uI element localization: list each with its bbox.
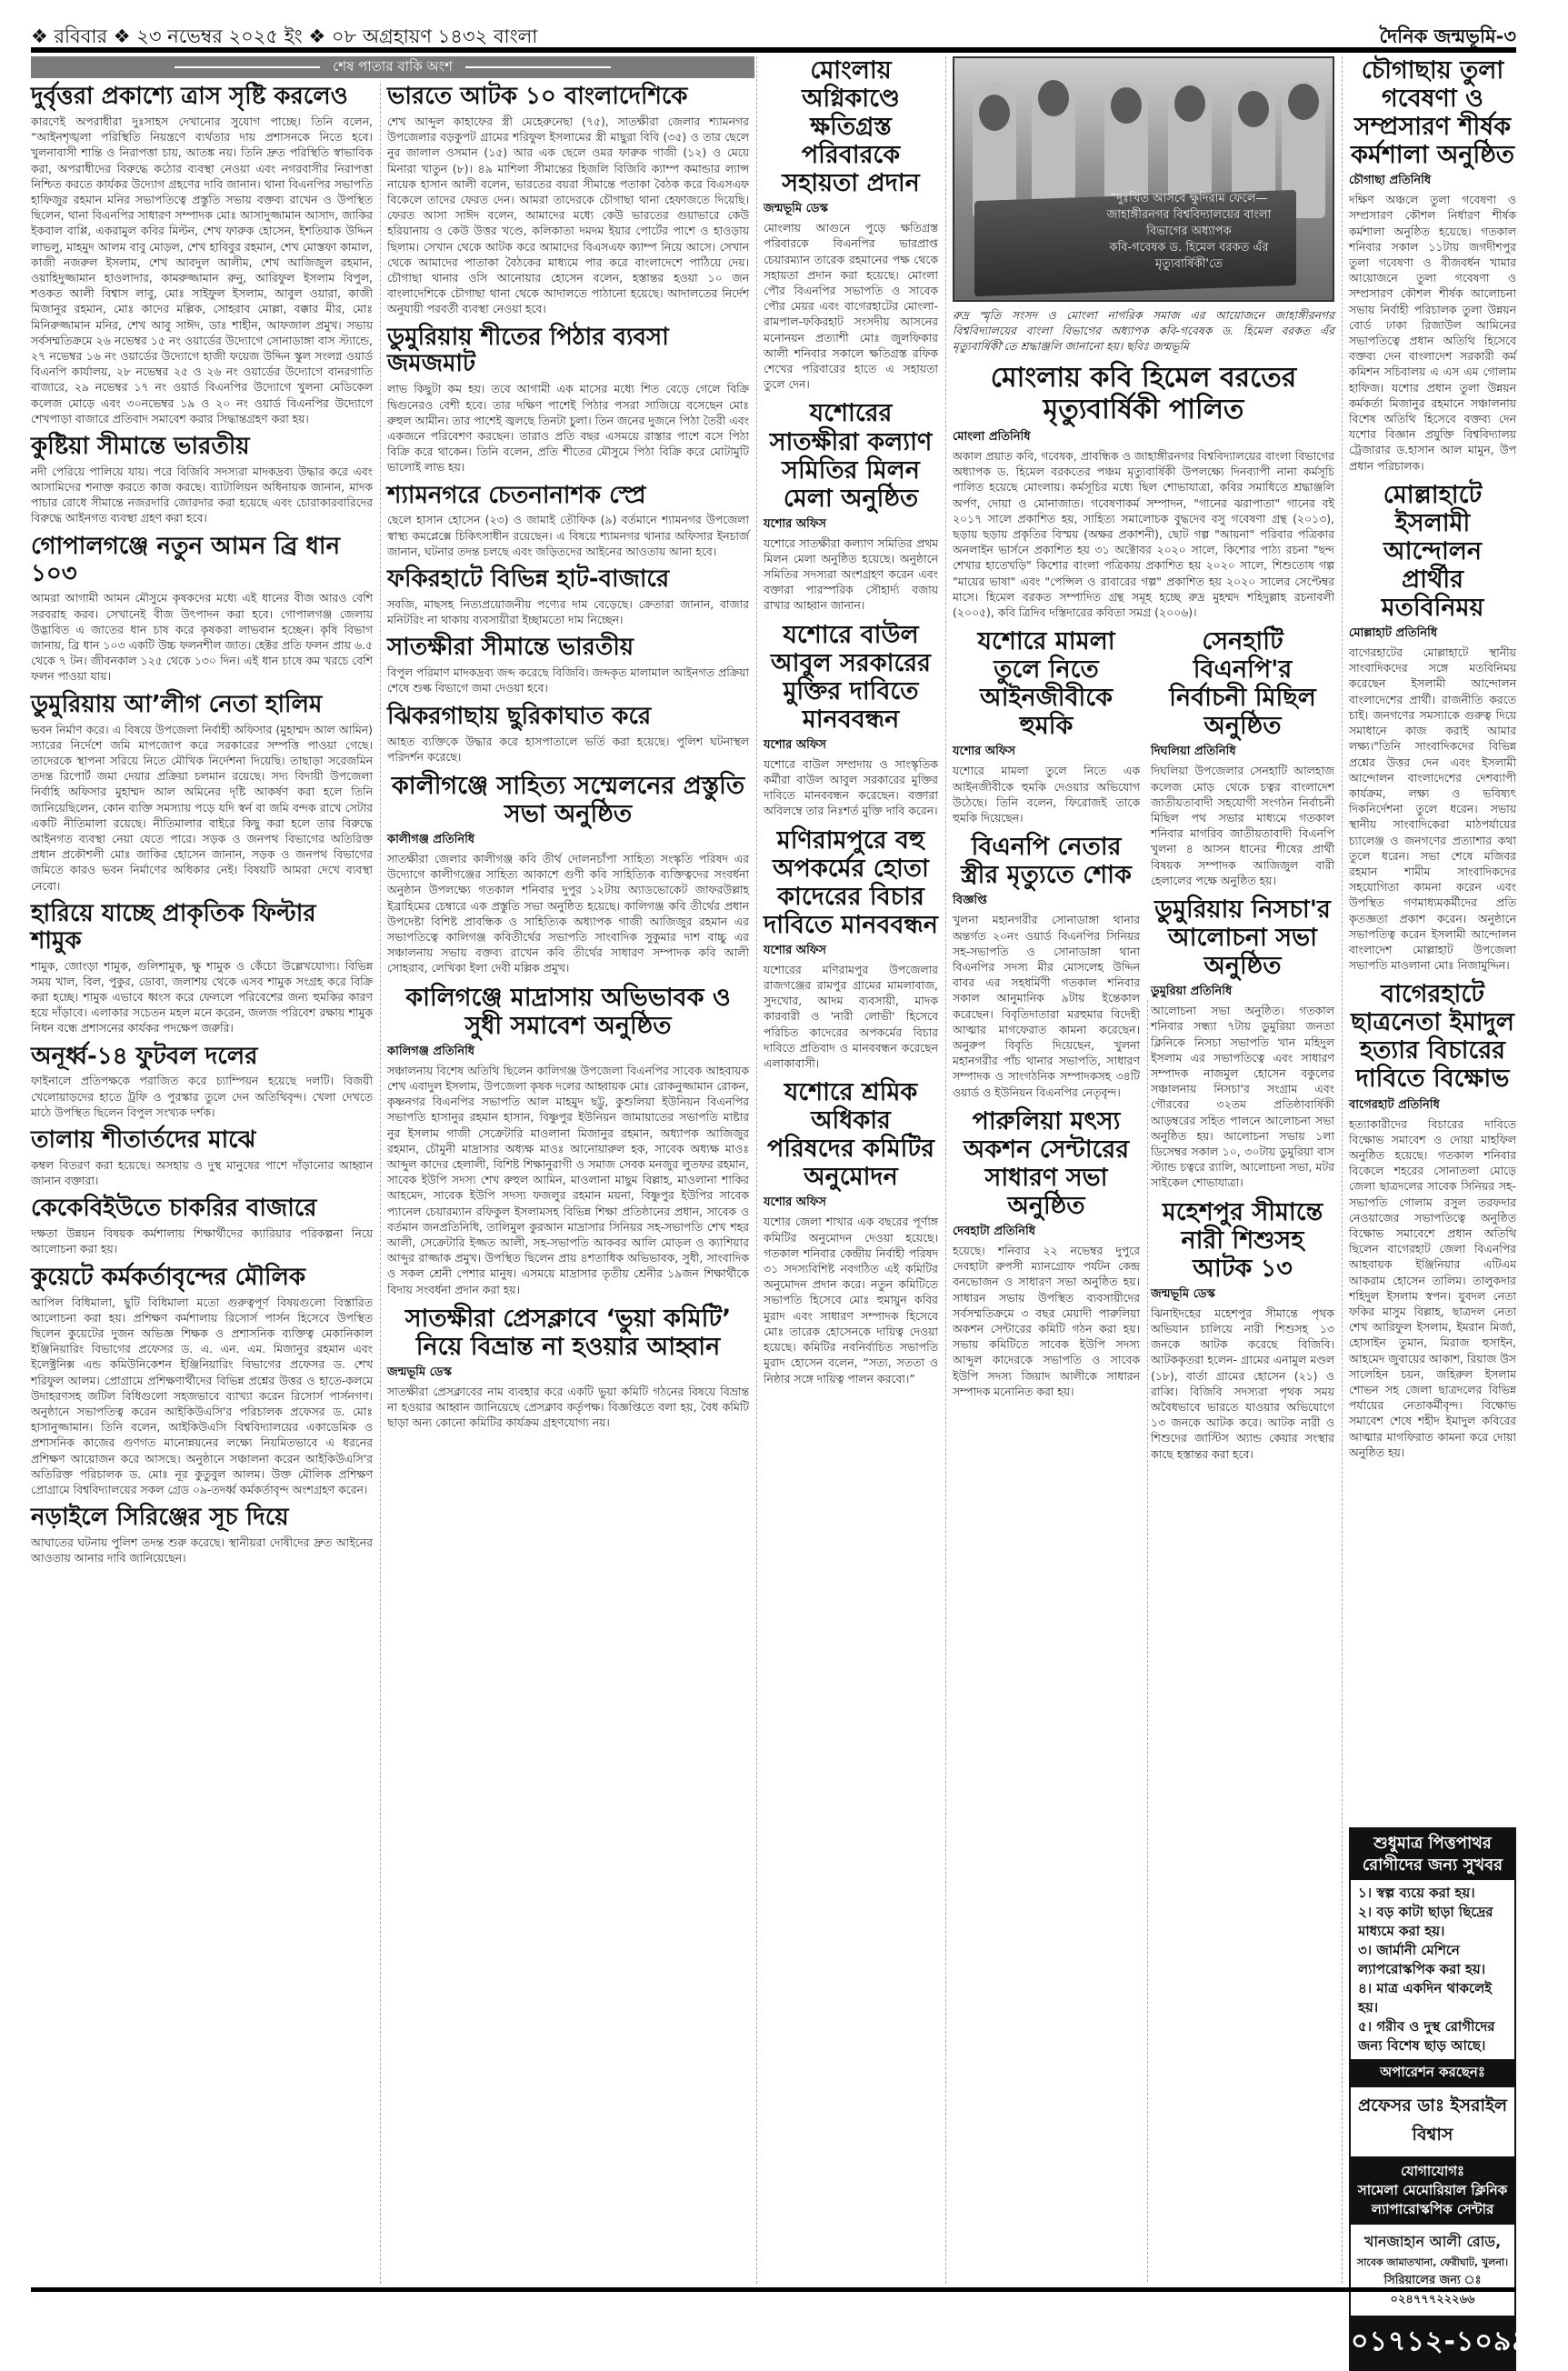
story-headline: কুষ্টিয়া সীমান্তে ভারতীয়	[31, 432, 250, 460]
ad-feature-item: ৪। মাত্র একদিন থাকলেই হয়।	[1358, 1980, 1493, 2016]
photo-figure-head	[1111, 87, 1142, 124]
story-headline: যশোরে শ্রমিক অধিকার পরিষদের কমিটির অনুমোদন	[767, 1078, 934, 1192]
newspaper-name: দৈনিক জন্মভূমি-৩	[1379, 25, 1516, 47]
news-story	[1151, 627, 1334, 888]
news-story	[387, 483, 749, 560]
story-body: দিঘলিয়া উপজেলার সেনহাটি আলহাজ কলেজ মোড় থেকে চত্বর বাংলাদেশ জাতীয়তাবাদী সহযোগী সংগঠন নির্বাচনী মিছিল পথ সভার মাধ্যমে গতকাল শনিবার মাগরিব জাতীয়তাবাদী বিএনপি খুলনা ৪ আসন ধানের শীষের প্রার্থী বিষয়ক সম্পাদক আজিজুল বারী হেলালের পক্ষে অনুষ্ঠিত হয়।	[1151, 764, 1334, 887]
story-byline: যশোর অফিস	[953, 745, 1015, 759]
story-body: আমরা আগামী আমন মৌসুমে কৃষকদের মধ্যে এই ধানের বীজ আরও বেশি সরবরাহ করব। সেখানেই বীজ উৎপাদন করা হবে। গোপালগঞ্জ জেলায় উদ্ভাবিত এ জাতের ধান চাষ করে কৃষকরা লাভবান হচ্ছেন। কৃষি বিভাগ জানায়, ব্রি ধান ১০৩ একটি উচ্চ ফলনশীল জাত। হেক্টর প্রতি ফলন প্রায় ৬.৫ থেকে ৭ টন। জীবনকাল ১২৫ থেকে ১৩০ দিন। এই ধান চাষে কম খরচে বেশি ফলন পাওয়া যায়।	[31, 591, 373, 684]
story-body: মোংলায় আগুনে পুড়ে ক্ষতিগ্রস্ত পরিবারকে বিএনপির ভারপ্রাপ্ত চেয়ারম্যান তারেক রহমানের পক্ষ থেকে সহায়তা প্রদান করা হয়েছে। মোংলা পৌর বিএনপির সভাপতি ও সাবেক পৌর মেয়র এবং বাগেরহাটের মোংলা-রামপাল-ফকিরহাট সংসদীয় আসনের মনোনয়ন প্রত্যাশী মোঃ জুলফিকার আলী শনিবার সকালে ক্ষতিগ্রস্ত রফিক শেখের পরিবারের হাতে এ সহায়তা তুলে দেন।	[764, 221, 938, 392]
ad-center-name: ল্যাপারোস্কপিক সেন্টার	[1371, 2201, 1494, 2217]
story-body: খুলনা মহানগরীর সোনাডাঙ্গা থানার অন্তর্গত ২০নং ওয়ার্ড বিএনপির সিনিয়র সহ-সভাপতি ও সোনাডাঙ্গা থানা বিএনপির সদস্য মীর মোসলেহ উদ্দিন বাবর এর সহধর্মিণী গতকাল শনিবার সকাল আনুমানিক ৯টায় ইন্তেকাল করেছেন। বিবৃতিদাতারা মরহুমার বিদেহী আত্মার মাগফেরাত কামনা করেছেন। অনুরুপ বিবৃতি দিয়েছেন, খুলনা মহানগরীর পাঁচ থানার সভাপতি, সাধারণ সম্পাদক ও সাংগঠনিক সম্পাদকসহ ৩৪টি ওয়ার্ড ও ইউনিয়ন বিএনপির নেতৃবৃন্দ।	[953, 913, 1140, 1099]
story-headline: মহেশপুর সীমান্তে নারী শিশুসহ আটক ১৩	[1162, 1197, 1323, 1283]
story-headline: ঝিকরগাছায় ছুরিকাঘাত করে	[387, 702, 652, 730]
story-headline: তালায় শীতার্তদের মাঝে	[31, 1126, 256, 1155]
ad-contact-block	[1351, 2156, 1514, 2225]
story-headline: যশোরের সাতক্ষীরা কল্যাণ সমিতির মিলন মেলা অনুষ্ঠিত	[769, 399, 933, 513]
news-story	[31, 1265, 373, 1498]
column-divider	[945, 56, 946, 2284]
photo-banner-line: জাহাঙ্গীরনগর বিশ্ববিদ্যালয়ের বাংলা বিভাগের অধ্যাপক	[1106, 208, 1272, 238]
news-story	[953, 363, 1334, 620]
story-body: শেখ আব্দুল কাহাফের স্ত্রী মেহেরুনেছা (৭৫), সাতক্ষীরা জেলার শ্যামনগর উপজেলার বড়কুপট গ্রামের শরিফুল ইসলামের স্ত্রী মাছুরা বিবি (৩৫) ও তার ছেলে নুর জালাল ওসমান (১৫) আর এক ছেলে ওমর ফারুক গাজী (১২) ও মেয়ে মিনারা খাতুন (৮)। ৪৯ মাশিলা সীমান্তের হিজলি বিজিবি ক্যাম্প কমান্ডার ল্যান্স নায়েক হাসান আলী বলেন, ভারতের বয়রা সীমান্তে পতাকা বৈঠক করে বিএসএফ বিকেলে তাদের ফেরত দেন। আমরা তাদেরকে চৌগাছা থানা হেফাজতে দিয়েছি। ফেরত আসা সাঈদ বলেন, আমাদের মধ্যে কেউ ভারতের গুয়াভারে কেউ হরিয়ানায় ও কেউ উত্তর খণ্ডে, কলিকাতা দমদম ইয়ার পোর্টের পাশে ও হাওড়ায় ছিলাম। সেখান থেকে আটক করে আমাদের বিএসএফ ক্যাম্প নিয়ে আসে। সেখান থেকে আমাদের পাতাকা বৈঠকের মাধ্যমে পার করে বাংলাদেশে পাঠিয়ে দেয়। চৌগাছা থানার ওসি আনোয়ার হোসেন বলেন, হস্তান্তর হওয়া ১০ জন বাংলাদেশিকে চৌগাছা থানা থেকে আদালতে পাঠানো হয়েছে। আদালতের নির্দেশ অনুযায়ী পরবর্তী ব্যবস্থা নেওয়া হবে।	[387, 114, 749, 316]
story-headline: শ্যামনগরে চেতনানাশক স্প্রে	[387, 481, 646, 509]
story-body: ভবন নির্মাণ করে। এ বিষয়ে উপজেলা নির্বাহী অফিসার (মুহাম্মদ আল আমিন) স্যারের নির্দেশে জমি মাপজোপ করে সরকারের সম্পত্তি পাওয়া গেছে। তাদেরকে স্থাপনা সরিয়ে নিতে মৌখিক নির্দেশনা দিয়েছি। তাছাড়া সরেজমিন তদন্ত রিপোর্ট জমা দেয়ার প্রক্রিয়া চলমান রয়েছে। সদ্য বিদায়ী উপজেলা নির্বাহি অফিসার মুহাম্মদ আল অমিনের দৃষ্টি আকর্ষণ করা হলে তিনি জানিয়েছিলেন, কোন ব্যক্তি সমস্যায় পড়ে যদি স্বর্ন বা জমি বন্দক রাখে সেটার একটি নীতিমালা রয়েছে। নীতিমালার বাইরে কিছু করা হলে তার বিরুদ্ধে আইনগত ব্যবস্থা নেয়া যেতে পারে। সড়ক ও জনপথ বিভাগের অতিরিক্ত প্রধান প্রকৌশলী মোঃ জাকির হোসেন জানান, সড়ক ও জনপথ বিভাগের জমিতে কারও ভবন নির্মাণের অধিকার নেই। বিষয়টি আমরা দেখে ব্যবস্থা নেবো।	[31, 722, 373, 893]
story-headline: কালীগঞ্জে সাহিত্য সম্মেলনের প্রস্তুতি সভা অনুষ্ঠিত	[391, 771, 745, 828]
story-headline: অনূর্ধ্ব-১৪ ফুটবল দলের	[31, 1042, 258, 1070]
section-banner	[31, 56, 754, 78]
news-story	[31, 1044, 373, 1121]
sub-column-left	[953, 627, 1140, 1469]
story-body: লাভ কিছুটা কম হয়। তবে আগামী এক মাসের মধ্যে শিত বেড়ে গেলে বিক্রি দ্বিগুনেরও বেশী হবে। তার দক্ষিণ পাশেই পিঠার পসরা সাজিয়ে বসেছেন মোঃ রুহুল আমীন। তার পাশেই জ্বলছে তিনটা চুলা। তিন জনের দুজনে পিঠা তৈরী এবং একজনে পরিবেশণ করছেন। তারাও প্রতি বছর এসময়ে রাস্তার পাশে বসে পিঠা বিক্রি করে থাকেন। তিনি বলেন, প্রতি শীতের মৌসুমে পিঠা বিক্রি করে মোটামুটি ভালোই লাভ হয়।	[387, 382, 749, 475]
story-byline: বিজ্ঞপ্তি	[953, 894, 987, 908]
story-headline: মোংলায় অগ্নিকাণ্ডে ক্ষতিগ্রস্ত পরিবারকে সহায়তা প্রদান	[782, 56, 920, 198]
sub-column-right	[1151, 627, 1334, 1469]
column-divider	[380, 84, 381, 2284]
story-body: হত্যাকারীদের বিচারের দাবিতে বিক্ষোভ সমাবেশ ও দোয়া মাহফিল অনুষ্ঠিত হয়েছে। গতকাল শনিবার বিকেলে শহরের সোনাতলা মোড়ে জেলা ছাত্রদলের সাবেক সিনিয়র সহ-সভাপতি গোলাম রসুল তরফদার নেওয়াজের সভাপতিত্বে অনুষ্ঠিত বিক্ষোভ সমাবেশে প্রধান অতিথি ছিলেন বাগেরহাট জেলা বিএনপির আহবায়ক ইঞ্জিনিয়ার এটিএম আকরাম হোসেন তালিম। তালুকদার শহিদুল ইসলাম স্বপন। যুবদল নেতা ফকির মাসুম বিল্লাহ, ছাত্রদল নেতা শেখ আরিফুল ইসলাম, ইমরান মির্জা, হোসাইন তুমান, মিরাজ হুসাইন, আহমেদ জুবায়ের আকাশ, রিয়াজ উস সালেহিন চয়ন, জহিরুল ইসলাম শোভন সহ জেলা ছাত্রদলের বিভিন্ন পর্যায়ের নেতাকর্মীবৃন্দ। বিক্ষোভ সমাবেশ শেষে শহীদ ইমাদুল কবিরের আত্মার মাগফিরাত কামনা করে দোয়া অনুষ্ঠিত হয়।	[1349, 1116, 1516, 1459]
news-story	[31, 84, 373, 426]
ad-title: শুধুমাত্র পিত্তপাথর রোগীদের জন্য সুখবর	[1351, 1829, 1514, 1880]
story-headline: বাগেরহাটে ছাত্রনেতা ইমাদুল হত্যার বিচারের দাবিতে বিক্ষোভ	[1351, 980, 1514, 1094]
story-body: নদী পেরিয়ে পালিয়ে যায়। পরে বিজিবি সদস্যরা মাদকদ্রব্য উদ্ধার করে এবং আসামিদের শনাক্ত করতে কাজ করছে। ব্যাটালিয়ন অধিনায়ক জানান, মাদক পাচার রোধে সীমান্তে নজরদারি জোরদার করা হয়েছে এবং চোরাকারবারিদের বিরুদ্ধে আইনগত ব্যবস্থা গ্রহণ করা হবে।	[31, 464, 373, 525]
story-headline: ডুমুরিয়ায় শীতের পিঠার ব্যবসা জমজমাট	[387, 323, 669, 378]
story-headline: সাতক্ষীরা প্রেসক্লাবে ‘ভুয়া কমিটি’ নিয়ে বিভ্রান্ত না হওয়ার আহ্বান	[404, 1304, 732, 1361]
story-body: বাগেরহাটের মোল্লাহাটে স্থানীয় সাংবাদিকদের সঙ্গে মতবিনিময় করেছেন ইসলামী আন্দোলন বাংলাদেশের প্রার্থী। রাজনীতি করতে চাই। জনগণের সমস্যাকে গুরুত্ব দিয়ে সমাধানে কাজ করাই আমার লক্ষ্য।"তিনি সাংবাদিকদের বিভিন্ন প্রশ্নের উত্তর দেন এবং ইসলামী আন্দোলন বাংলাদেশের দেশব্যাপী কার্যক্রম, লক্ষ্য ও ভবিষ্যৎ দিকনির্দেশনা তুলে ধরেন। সভায় স্থানীয় সাংবাদিকেরা মাঠপর্যায়ের চ্যালেঞ্জ ও জনগণের প্রত্যাশার কথা তুলে ধরেন। সভা শেষে মজিবর রহমান শামীম সাংবাদিকদের সহযোগিতা কামনা করেন এবং উপস্থিত গণমাধ্যমকর্মীদের প্রতি কৃতজ্ঞতা প্রকাশ করেন। অনুষ্ঠানে সভাপতিত্ব করেন ইসলামী আন্দোলন বাংলাদেশ মোল্লাহাট উপজেলা সভাপতি মাওলানা মোঃ নিজামুদ্দিন।	[1349, 645, 1516, 973]
news-story	[1349, 481, 1516, 974]
news-story	[387, 325, 749, 475]
banner-rule-right	[465, 66, 611, 68]
news-story	[31, 1196, 373, 1256]
banner-rule-left	[175, 66, 320, 68]
story-headline: কালিগঞ্জে মাদ্রাসায় অভিভাবক ও সুধী সমাবেশ অনুষ্ঠিত	[405, 983, 731, 1040]
news-photo	[953, 56, 1334, 302]
story-body: ঝিনাইদহের মহেশপুর সীমান্তে পৃথক অভিযান চালিয়ে নারী শিশুসহ ১৩ জনকে আটক করেছে বিজিবি। আটককৃতরা হলেন- গ্রামের এনামুল মণ্ডল (১৮), বার্তা গ্রামের হোসেন (২১) ও রাব্বি। বিজিবি সদস্যরা পৃথক সময় অবৈধভাবে ভারতে যাওয়ার অভিযোগে ১৩ জনকে আটক করে। আটক নারী ও শিশুদের জাস্টিস অ্যান্ড কেয়ার সংস্থার কাছে হস্তান্তর করা হবে।	[1151, 1306, 1334, 1461]
photo-figure-head	[1288, 84, 1319, 120]
story-body: বিপুল পরিমাণ মাদকদ্রব্য জব্দ করেছে বিজিবি। জব্দকৃত মালামাল আইনগত প্রক্রিয়া শেষে শুল্ক বিভাগে জমা দেওয়া হবে।	[387, 665, 749, 695]
story-body: ছেলে হাসান হোসেন (২৩) ও জামাই তৌফিক (৯) বর্তমানে শ্যামনগর উপজেলা স্বাস্থ্য কমপ্লেক্সে চিকিৎসাধীন রয়েছেন। এ বিষয়ে শ্যামনগর থানার অফিসার ইনচার্জ জানান, ঘটনার তদন্ত চলছে এবং জড়িতদের আইনের আওতায় আনা হবে।	[387, 513, 749, 558]
ad-feature-item: ২। বড় কাটা ছাড়া ছিদ্রের মাধ্যমে করা হয়।	[1358, 1904, 1493, 1939]
story-body: দক্ষিণ অঞ্চলে তুলা গবেষণা ও সম্প্রসারণ কৌশল নির্ধারণ শীর্ষক কর্মশালা অনুষ্ঠিত হয়েছে। গতকাল শনিবার সকাল ১১টায় জগদীশপুর তুলা গবেষণা ও বীজবর্ধন খামার আয়োজনে তুলা গবেষণা ও সম্প্রসারণ কৌশল শীর্ষক আলোচনা সভায় নির্বাহী পরিচালক তুলা উন্নয়ন বোর্ড ঢাকা রিজাউল আমিনের সভাপতিত্বে প্রধান অতিথি হিসেবে বক্তব্য দেন বাংলাদেশ সরকারী কর্ম কমিশন সচিবালয় এ এস এম গোলাম হাফিজ। যশোর প্রধান তুলা উন্নয়ন কর্মকর্তা মিজানুর রহমানে সঞ্চালনায় বিশেষ অতিথি হিসেবে বক্তব্য দেন যশোর বিজ্ঞান প্রযুক্তি বিশ্ববিদ্যালয় ট্রেজারার ড.হাসান আল মামুন, উপ প্রধান পরিচালক।	[1349, 193, 1516, 473]
news-story	[31, 901, 373, 1036]
story-headline: মণিরামপুরে বহু অপকর্মের হোতা কাদেরের বিচার দাবিতে মানববন্ধন	[764, 825, 938, 939]
news-story	[953, 627, 1140, 825]
sub-columns	[953, 627, 1334, 1469]
story-body: আঘাতের ঘটনায় পুলিশ তদন্ত শুরু করেছে। স্থানীয়রা দোষীদের দ্রুত আইনের আওতায় আনার দাবি জানিয়েছেন।	[31, 1536, 373, 1566]
news-story	[387, 84, 749, 317]
photo-banner-line: কবি-গবেষক ড. হিমেল বরকত এঁর মৃত্যুবার্ষিকী'তে	[1109, 241, 1269, 271]
ad-address-block	[1351, 2225, 1514, 2316]
issue-date: ❖ রবিবার ❖ ২৩ নভেম্বর ২০২৫ ইং ❖ ০৮ অগ্রহায়ণ ১৪৩২ বাংলা	[31, 25, 538, 47]
ad-feature-item: ৫। গরীব ও দুস্থ রোগীদের জন্য বিশেষ ছাড় আছে।	[1358, 2018, 1495, 2054]
story-body: কারণেই অপরাধীরা দুঃসাহস দেখানোর সুযোগ পাচ্ছে। তিনি বলেন, “আইনশৃঙ্খলা পরিস্থিতি নিয়ন্ত্রণে ব্যর্থতার দায় প্রশাসনকে নিতে হবে। খুলনাবাসী শান্তি ও নিরাপত্তা চায়, আতঙ্ক নয়। তিনি দ্রুত পরিস্থিতি স্বাভাবিক করা, অপরাধীদের বিরুদ্ধে কঠোর ব্যবস্থা নেওয়া এবং নগরবাসীর নিরাপত্তা নিশ্চিত করতে কার্যকর উদ্যোগ গ্রহণের দাবি জানান। থানা বিএনপির সভাপতি হাফিজুর রহমান মনির সভাপতিত্বে প্রস্তুতি সভায় বক্তব্য রাখেন ও উপস্থিত ছিলেন, থানা বিএনপির সাধারণ সম্পাদক মোঃ আসাদুজ্জামান আসাদ, জাকির ইকবাল বাপ্পি, একরামুল কবির মিল্টন, শেখ ফারুক হোসেন, ইশতিয়াক উদ্দিন লাভলু, মাহমুদ আলম বাবু মোড়ল, শেখ হাবিবুর রহমান, শেখ মোস্তফা কামাল, কাজী নজরুল ইসলাম, শেখ আবদুল আলীম, শেখ আজিজুল রহমান, ওয়াহিদুজ্জামান হাওলাদার, কামরুজ্জামান রুনু, আরিফুল ইসলাম বিপুল, শওকত আলী বিশ্বাস লাবু, মোঃ সাইফুল ইসলাম, আবুল ওয়ারা, কাজী মিজানুর রহমান, মোঃ কাদের মল্লিক, সোহরাব মোল্লা, বক্কার মীর, মোঃ মিনিরুজ্জামান মনির, শেখ আবু সাঈদ, ডাঃ শাহীন, আফজাল প্রমুখ। সভায় সর্বসম্মতিক্রমে ২৬ নভেম্বর ১৫ নং ওয়ার্ডের উদ্যোগে সোনাডাঙ্গা বাস স্ট্যান্ডে, ২৭ নভেম্বর ১৬ নং ওয়ার্ডের উদ্যোগে হাজী ফয়েজ উদ্দিন স্কুল সংলগ্ন ওয়ার্ড বিএনপি কার্যালয়, ২৮ নভেম্বর ২৫ ও ২৬ নং ওয়ার্ডের উদ্যোগে বানরগাতি বাজারে, ২৯ নভেম্বর ১৭ নং ওয়ার্ড বিএনপির উদ্যোগে খুলনা মেডিকেল কলেজ মোড়ে এবং ৩০নভেম্বর ১৯ ও ২০ নং ওয়ার্ড বিএনপির উদ্যোগে শেখপাড়া বাজারে প্রতিবাদ সমাবেশ করার সিদ্ধান্তগ্রহণ করা হয়।	[31, 114, 373, 425]
photo-banner-text	[1091, 191, 1287, 273]
news-story	[387, 984, 749, 1297]
news-story	[764, 1078, 938, 1386]
story-body: ফাইনালে প্রতিপক্ষকে পরাজিত করে চ্যাম্পিয়ন হয়েছে দলটি। বিজয়ী খেলোয়াড়দের হাতে ট্রফি ও পুরস্কার তুলে দেন অতিথিবৃন্দ। খেলা দেখতে মাঠে উপস্থিত ছিলেন বিপুল সংখ্যক দর্শক।	[31, 1074, 373, 1119]
photo-caption: রুদ্র স্মৃতি সংসদ ও মোংলা নাগরিক সমাজ এর আয়োজনে জাহাঙ্গীরনগর বিশ্ববিদ্যালয়ের বাংলা বিভাগের অধ্যাপক কবি-গবেষক ড. হিমেল বরকত এঁর মৃত্যুবার্ষিকী'তে শ্রদ্ধাঞ্জলি জানানো হয়। ছবিঃ জন্মভূমি	[953, 308, 1334, 353]
column-2	[387, 84, 749, 2284]
photo-figure-head	[979, 95, 1010, 131]
story-headline: ডুমুরিয়ায় আ’লীগ নেতা হালিম	[31, 690, 323, 718]
photo-figure-head	[1238, 91, 1269, 127]
news-story	[387, 635, 749, 695]
story-body: শামুক, জোংড়া শামুক, গুলিশামুক, ক্ষু শামুক ও কেঁচো উল্লেখযোগ্য। বিভিন্ন সময় খাল, বিল, পুকুর, ডোবা, জলাশয় থেকে এসব শামুক সংগ্রহ করে বিক্রি করা হচ্ছে। শামুক এভাবে ধ্বংস করে ফেললে পরিবেশের জন্য হুমকির কারণ হয়ে দাঁড়াবে। এলাকার সচেতন মহল মনে করেন, জলজ পরিবেশ রক্ষায় শামুক নিধন বন্ধে প্রশাসনের কার্যকর পদক্ষেপ জরুরি।	[31, 958, 373, 1035]
story-headline: ফকিরহাটে বিভিন্ন হাট-বাজারে	[387, 565, 670, 594]
story-byline: কালীগঞ্জ প্রতিনিধি	[387, 833, 475, 847]
story-byline: ডুমুরিয়া প্রতিনিধি	[1151, 985, 1233, 999]
story-body: যশোরে মামলা তুলে নিতে এক আইনজীবীকে হুমকি দেওয়ার অভিযোগ উঠেছে। তিনি বলেন, ফিরোজই তাকে হুমকি দিয়েছেন।	[953, 764, 1140, 825]
news-story	[953, 1107, 1140, 1399]
story-byline: মোংলা প্রতিনিধি	[953, 430, 1031, 444]
news-story	[764, 621, 938, 819]
news-story	[387, 704, 749, 765]
column-5-stories	[1349, 56, 1516, 1820]
story-headline: পারুলিয়া মৎস্য অকশন সেন্টারের সাধারণ সভা অনুষ্ঠিত	[963, 1106, 1130, 1220]
story-byline: জন্মভূমি ডেস্ক	[764, 202, 828, 216]
story-byline: যশোর অফিস	[764, 1196, 826, 1210]
top-rule	[31, 47, 1516, 53]
photo-banner-line: “দুঃখিত আসবে ক্ষুদিরাম ফেলে—	[1110, 192, 1268, 205]
story-headline: কুয়েটে কর্মকর্তাবৃন্দের মৌলিক	[31, 1263, 306, 1291]
column-5	[1349, 56, 1568, 2357]
ad-clinic-name: সামেলা মেমোরিয়াল ক্লিনিক	[1357, 2182, 1508, 2198]
story-headline: সেনহাটি বিএনপি'র নির্বাচনী মিছিল অনুষ্ঠিত	[1169, 627, 1316, 741]
story-headline: ডুমুরিয়ায় নিসচা'র আলোচনা সভা অনুষ্ঠিত	[1154, 895, 1331, 981]
story-headline: বিএনপি নেতার স্ত্রীর মৃত্যুতে শোক	[961, 833, 1132, 890]
story-byline: বাগেরহাট প্রতিনিধি	[1349, 1097, 1440, 1112]
ad-feature-item: ১। স্বল্প ব্যয়ে করা হয়।	[1358, 1885, 1475, 1901]
story-byline: জন্মভূমি ডেস্ক	[1151, 1286, 1215, 1301]
news-story	[1349, 980, 1516, 1460]
story-byline: দেবহাটা প্রতিনিধি	[953, 1224, 1035, 1238]
story-headline: মোংলায় কবি হিমেল বরতের মৃত্যুবার্ষিকী পালিত	[990, 362, 1297, 425]
photo-figure-head	[1174, 85, 1205, 122]
ad-address: খানজাহান আলী রোড,	[1363, 2233, 1502, 2250]
bottom-rule	[31, 2287, 1516, 2292]
story-body: যশোরে বাউল সম্প্রদায় ও সাংস্কৃতিক কর্মীরা বাউল আবুল সরকারের মুক্তির দাবিতে মানববন্ধন করেছেন। বক্তারা অবিলম্বে তার নিঃশর্ত মুক্তি দাবি করেন।	[764, 756, 938, 818]
story-byline: যশোর অফিস	[764, 516, 826, 531]
column-4	[953, 56, 1334, 2284]
news-story	[31, 1505, 373, 1566]
story-body: কম্বল বিতরণ করা হয়েছে। অসহায় ও দুস্থ মানুষের পাশে দাঁড়ানোর আহ্বান জানান বক্তারা।	[31, 1157, 373, 1188]
ad-feature-item: ৩। জার্মানী মেশিনে ল্যাপরোস্কপিক করা হয়।	[1358, 1942, 1486, 1977]
ad-serial-phone: সিরিয়ালের জন্য ঃ ০২৪৭৭৭২২২৬৬	[1383, 2274, 1482, 2306]
news-story	[1151, 895, 1334, 1191]
news-story	[387, 1305, 749, 1431]
story-byline: যশোর অফিস	[764, 737, 826, 752]
story-body: হয়েছে। শনিবার ২২ নভেম্বর দুপুরে দেবহাটা রুপসী ম্যানগ্রোফ পর্যটন কেন্দ্র বনভোজন ও সাধারণ সভা অনুষ্ঠিত হয়। সাধারন সভায় উপস্থিত ব্যবসায়ীদের সর্বসম্মতিক্রমে ৩ বছর মেয়াদী পারুলিয়া অকশন সেন্টারের কমিটি গঠন করা হয়। সভায় কমিটিতে সাবেক ইউপি সদস্য আব্দুল কাদেরকে সভাপতি ও সাবেক ইউপি সদস্য জিয়াদ আলীকে সাধারন সম্পাদক মনোনিত করা হয়।	[953, 1243, 1140, 1398]
ad-doctor-name: প্রফেসর ডাঃ ইসরাইল বিশ্বাস	[1358, 2096, 1507, 2145]
story-body: সাতক্ষীরা জেলার কালীগঞ্জ কবি তীর্থ দোলনচাঁপা সাহিত্য সংস্কৃতি পরিষদ এর উদ্যোগে কালীগঞ্জের সাহিত্য আকাশে গুণী কবি সাহিত্যিক ব্যক্তিত্বদের সংবর্ধনা অনুষ্ঠান উপলক্ষ্যে গতকাল শনিবার দুপুর ১২টায় অ্যাডভোকেট জাফরউল্লাহ ইব্রাহিমের চেম্বারে এক প্রস্তুতি সভা অনুষ্ঠিত হয়েছে। কালিগঞ্জ কবি তীর্থের প্রধান উপদেষ্টা বিশিষ্ট প্রাবন্ধিক ও সাহিত্যিক অধ্যাপক গাজী আজিজুর রহমান এর সভাপতিত্বে কালিগঞ্জ কবিতীর্থের সভাপতি সাংবাদিক সুকুমার দাশ বাচ্চু এর সঞ্চালনায় সভায় বক্তব্য রাখেন কবি তীর্থের সাধারণ সম্পাদক কবি আলী সোহরাব, লেখিকা ইলা দেবী মল্লিক প্রমুখ।	[387, 852, 749, 975]
story-body: যশোরের মণিরামপুর উপজেলার রাজগঞ্জের রামপুর গ্রামের মামলাবাজ, সুদখোর, আদম ব্যবসায়ী, মাদক কারবারী ও 'নারী লোভী' হিসেবে পরিচিত কাদেরের অপকর্মের বিচার দাবিতে প্রতিবাদ ও মানববন্ধন করেছেন এলাকাবাসী।	[764, 962, 938, 1071]
ad-phone-number: ০১৭১২-১০৯৯০০	[1351, 2316, 1514, 2369]
news-story	[1349, 56, 1516, 474]
story-headline: সাতক্ষীরা সীমান্তে ভারতীয়	[387, 634, 634, 662]
news-story	[764, 56, 938, 392]
story-headline: যশোরে বাউল আবুল সরকারের মুক্তির দাবিতে মানববন্ধন	[771, 620, 931, 734]
story-body: আপিল বিধিমালা, ছুটি বিধিমালা মতো গুরুত্বপূর্ণ বিষয়গুলো বিস্তারিত আলোচনা করা হয়। প্রশিক্ষণ কর্মশালায় রিসোর্স পার্সন হিসেবে উপস্থিত ছিলেন কুয়েটের দুজন অভিজ্ঞ শিক্ষক ও প্রশাসনিক ব্যক্তিত্ব মেকানিকাল ইঞ্জিনিয়ারিং বিভাগের প্রফেসর ড. এ. এন. এম. মিজানুর রহমান এবং ইলেক্ট্রনিক্স এন্ড কমিউনিকেশন ইঞ্জিনিয়ারিং বিভাগের প্রফেসর ড. শেখ শরিফুল আলম। প্রোগ্রামে প্রশিক্ষণার্থীদের বিভিন্ন প্রশ্নের উত্তর ও হাতে-কলমে উদাহরণসহ জটিল বিধিগুলো সহজভাবে ব্যাখ্যা করেন রিসোর্স পার্সনগণ। অনুষ্ঠানে সভাপতিত্ব করেন আইকিউএসি'র পরিচালক প্রফেসর ড. মোঃ হাসানুজ্জামান। তিনি বলেন, আইকিউএসি বিশ্ববিদ্যালয়ের একাডেমিক ও প্রশাসনিক কাজের গুণগত মানোন্নয়নের লক্ষ্যে নিয়মিতভাবে এ ধরনের প্রশিক্ষণ আয়োজন করে আসছে। অনুষ্ঠানে সঞ্চালনা করেন আইকিউএসি'র অতিরিক্ত পরিচালক ড. মোঃ নূর কুতুবুল আলম। উক্ত মৌলিক প্রশিক্ষণ প্রোগ্রামে বিশ্ববিদ্যালয়ের সকল গ্রেড ০৯-তদর্ধ্ব কর্মকর্তাবৃন্দ অংশগ্রহণ করেন।	[31, 1295, 373, 1496]
ad-operation-label: অপারেশন করছেনঃ	[1351, 2059, 1514, 2087]
news-story	[764, 399, 938, 613]
news-story	[31, 1127, 373, 1188]
story-byline: যশোর অফিস	[764, 943, 826, 957]
news-story	[1151, 1198, 1334, 1462]
story-body: আলোচনা সভা অনুষ্ঠিত। গতকাল শনিবার সন্ধ্যা ৭টায় ডুমুরিয়া জনতা ক্লিনিকে নিসচা সভাপতি খান মহিদুল ইসলাম এর সভাপতিত্বে এবং সাধারণ সম্পাদক নাজমুল হোসেন বকুলের সঞ্চালনায় নিসচা'র সংগ্রাম এবং গৌরবের ৩২তম প্রতিষ্ঠাবার্ষিকী আড়ম্বরের সহিত পালনে আলোচনা সভা অনুষ্ঠিত হয়। আলোচনা সভায় ১লা ডিসেম্বর সকাল ১০, ৩০টায় ডুমুরিয়া বাস স্ট্যান্ড চত্বরে র‍্যালি, আলোচনা সভা, মটর সাইকেল শোভাযাত্রা।	[1151, 1004, 1334, 1190]
column-divider	[756, 56, 757, 2284]
ad-feature-list	[1351, 1880, 1514, 2059]
story-byline: কালিগঞ্জ প্রতিনিধি	[387, 1044, 475, 1058]
story-headline: চৌগাছায় তুলা গবেষণা ও সম্প্রসারণ শীর্ষক কর্মশালা অনুষ্ঠিত	[1350, 56, 1515, 170]
story-headline: মোল্লাহাটে ইসলামী আন্দোলন প্রার্থীর মতবিনিময়	[1381, 480, 1484, 623]
news-story	[31, 434, 373, 526]
news-story	[31, 534, 373, 685]
story-byline: জন্মভূমি ডেস্ক	[387, 1365, 452, 1379]
story-body: আহত ব্যক্তিকে উদ্ধার করে হাসপাতালে ভর্তি করা হয়েছে। পুলিশ ঘটনাস্থল পরিদর্শন করেছে।	[387, 734, 749, 764]
story-body: অকাল প্রয়াত কবি, গবেষক, প্রাবন্ধিক ও জাহাঙ্গীরনগর বিশ্ববিদ্যালয়ের বাংলা বিভাগের অধ্যাপক ড. হিমেল বরকতের পঞ্চম মৃত্যুবার্ষিকী উপলক্ষ্যে দিনব্যাপী নানা কর্মসূচি পালিত হয়েছে মোংলায়। কর্মসূচির মধ্যে ছিল শোভাযাত্রা, কবির সমাধিতে শ্রদ্ধাঞ্জলি অর্পণ, দোয়া ও মোনাজাত। গবেষণাকর্ম সম্পাদন, "গানের ঝরাপাতা" গানের বই ২০১৭ সালে প্রকাশিত হয়, সাহিত্য সমালোচক বুদ্ধদেব বসু গবেষণা গ্রন্থ (২০১৩), ছড়ায় ছড়ায় প্রকৃতির বিস্ময় (অক্ষর প্রকাশনী), ছোট গল্প "আয়না" পরিবার পত্রিকার অনলাইন ভার্সনে প্রকাশিত হয় ৩১ অক্টোবর ২০২০ সালে, কিশোর পাঠ্য রচনা "ছন্দ শেখার হাতেখড়ি" কিশোর বাংলা পত্রিকায় প্রকাশিত হয় ২০২০ সালে, শিশুতোষ গল্প "মায়ের ভাষা" এবং "পেন্সিল ও রাবারের গল্প" প্রকাশিত হয় ২০২০ সালের সেপ্টেম্বর মাসে। হিমেল বরকত সম্পাদিত গ্রন্থ সমূহ হচ্ছে রুদ্র মুহম্মদ শহিদুল্লাহ রচনাবলী (২০০৫), কবি ত্রিদিব দস্তিদারের কবিতা সমগ্র (২০০৬)।	[953, 449, 1334, 620]
column-3	[764, 56, 938, 2284]
story-byline: দিঘলিয়া প্রতিনিধি	[1151, 745, 1236, 759]
news-story	[387, 566, 749, 627]
story-headline: গোপালগঞ্জে নতুন আমন ব্রি ধান ১০৩	[31, 532, 340, 587]
story-headline: দুর্বৃত্তরা প্রকাশ্যে ত্রাস সৃষ্টি করলেও	[31, 83, 348, 110]
banner-label: শেষ পাতার বাকি অংশ	[333, 57, 453, 75]
story-headline: কেকেবিইউতে চাকরির বাজারে	[31, 1195, 317, 1223]
column-1	[31, 84, 373, 2284]
story-headline: হারিয়ে যাচ্ছে প্রাকৃতিক ফিল্টার শামুক	[31, 899, 316, 955]
news-story	[31, 692, 373, 894]
story-body: দক্ষতা উন্নয়ন বিষয়ক কর্মশালায় শিক্ষার্থীদের ক্যারিয়ার পরিকল্পনা নিয়ে আলোচনা করা হয়।	[31, 1226, 373, 1256]
story-headline: নড়াইলে সিরিঞ্জের সূচ দিয়ে	[31, 1504, 289, 1532]
ad-contact-label: যোগাযোগঃ	[1400, 2163, 1465, 2179]
photo-figure-head	[1038, 80, 1069, 116]
news-story	[953, 833, 1140, 1100]
story-body: সবজি, মাছসহ নিত্যপ্রয়োজনীয় পণ্যের দাম বেড়েছে। ক্রেতারা জানান, বাজার মনিটরিং না থাকায় ব্যবসায়ীরা ইচ্ছামতো দাম নিচ্ছেন।	[387, 596, 749, 627]
ad-address-sub: সাবেক জামাতখানা, ফেরীঘাট, খুলনা।	[1356, 2256, 1509, 2268]
column-divider	[1342, 56, 1343, 2284]
story-body: যশোরে সাতক্ষীরা কল্যাণ সমিতির প্রথম মিলন মেলা অনুষ্ঠিত হয়েছে। অনুষ্ঠানে সমিতির সদস্যরা অংশগ্রহণ করেন এবং বক্তারা পারস্পরিক সৌহার্দ্য বজায় রাখার আহ্বান জানান।	[764, 535, 938, 613]
news-story	[387, 772, 749, 976]
story-byline: চৌগাছা প্রতিনিধি	[1349, 174, 1432, 188]
story-headline: ভারতে আটক ১০ বাংলাদেশিকে	[387, 83, 688, 110]
story-body: সাতক্ষীরা প্রেসক্লাবের নাম ব্যবহার করে একটি ভুয়া কমিটি গঠনের বিষয়ে বিভ্রান্ত না হওয়ার আহ্বান জানিয়েছে প্রেসক্লাব কর্তৃপক্ষ। বিজ্ঞপ্তিতে বলা হয়, বৈধ কমিটি ছাড়া অন্য কোনো কমিটির কার্যক্রম গ্রহণযোগ্য নয়।	[387, 1384, 749, 1430]
news-story	[764, 826, 938, 1072]
story-body: সঞ্চালনায় বিশেষ অতিথি ছিলেন কালিগঞ্জ উপজেলা বিএনপির সাবেক আহবায়ক শেখ এবাদুল ইসলাম, উপজেলা কৃষক দলের আহ্বায়ক মোঃ রোকনুজ্জামান রোকন, কৃষ্ণনগর বিএনপির সভাপতি আল মাহমুদ ছট্টু, কুশুলিয়া ইউনিয়ন বিএনপির সভাপতি হাসানুর রহমান হাসান, বিষ্ণুপুর ইউনিয়ন জামায়াতের সভাপতি মাষ্টার নুর ইসলাম গাজী সেক্রেটারি মাওলানা মিজানুর রহমান, অধ্যাপক আজিজুর রহমান, চৌমুনী মাদ্রাসার অধ্যক্ষ মাওঃ আনোয়ারুল হক, সাবেক অধ্যক্ষ মাওঃ আব্দুল কাদের হেলালী, বিশিষ্ট শিক্ষানুরাগী ও সমাজ সেবক মনজুর লুতফর রহমান, সাবেক ইউপি সদস্য শেখ রুহুল আমিন, মাওলানা মাছুম বিল্লাহ, মাওলানা শাকির আহমেদ, সাবেক ইউপি সদস্য ফজলুর রহমান ময়না, বিষ্ণুপুর ইউপির সাবেক প্যানেল চেয়ারম্যান রফিকুল ইসলামসহ বিভিন্ন শিক্ষা প্রতিষ্ঠানের প্রধান, সাবেক ও বর্তমান জনপ্রতিনিধি, তালিমুল কুরআন মাদ্রাসার সিনিয়র সহ-সভাপতি শেখ শহর আলী, সেক্রেটারি ইজ্জত আলী, সহ-সভাপতি আকবর আলি মোড়ল ও ক্যাশিয়ার আব্দুর রাজ্জাক প্রমুখ। উপস্থিত ছিলেন প্রায় ৪শতাধিক অভিভাবক, সুধী, সাংবাদিক ও সকল শ্রেনী পেশার মানুষ। এসময়ে মাদ্রাসার তৃতীয় শ্রেনীর ১৯জন শিক্ষার্থীকে বিদায় সংবর্ধনা প্রদান করা হয়।	[387, 1063, 749, 1296]
story-byline: মোল্লাহাট প্রতিনিধি	[1349, 626, 1438, 641]
story-headline: যশোরে মামলা তুলে নিতে আইনজীবীকে হুমকি	[977, 627, 1115, 741]
story-body: যশোর জেলা শাখার এক বছরের পূর্ণাঙ্গ কমিটির অনুমোদন দেওয়া হয়েছে। গতকাল শনিবার কেন্দ্রীয় নির্বাহী পরিষদ ৩১ সদস্যবিশিষ্ট নবগঠিত এই কমিটির অনুমোদন প্রদান করে। নতুন কমিটিতে সভাপতি হিসেবে মোঃ হুমায়ুন কবির মুরাদ এবং সাধারণ সম্পাদক হিসেবে মোঃ তারেক হোসেনকে দায়িত্ব দেওয়া হয়েছে। কমিটির নবনির্বাচিত সভাপতি মুরাদ হোসেন বলেন, “সত্য, সততা ও নিষ্ঠার সঙ্গে দায়িত্ব পালন করবো।”	[764, 1215, 938, 1386]
